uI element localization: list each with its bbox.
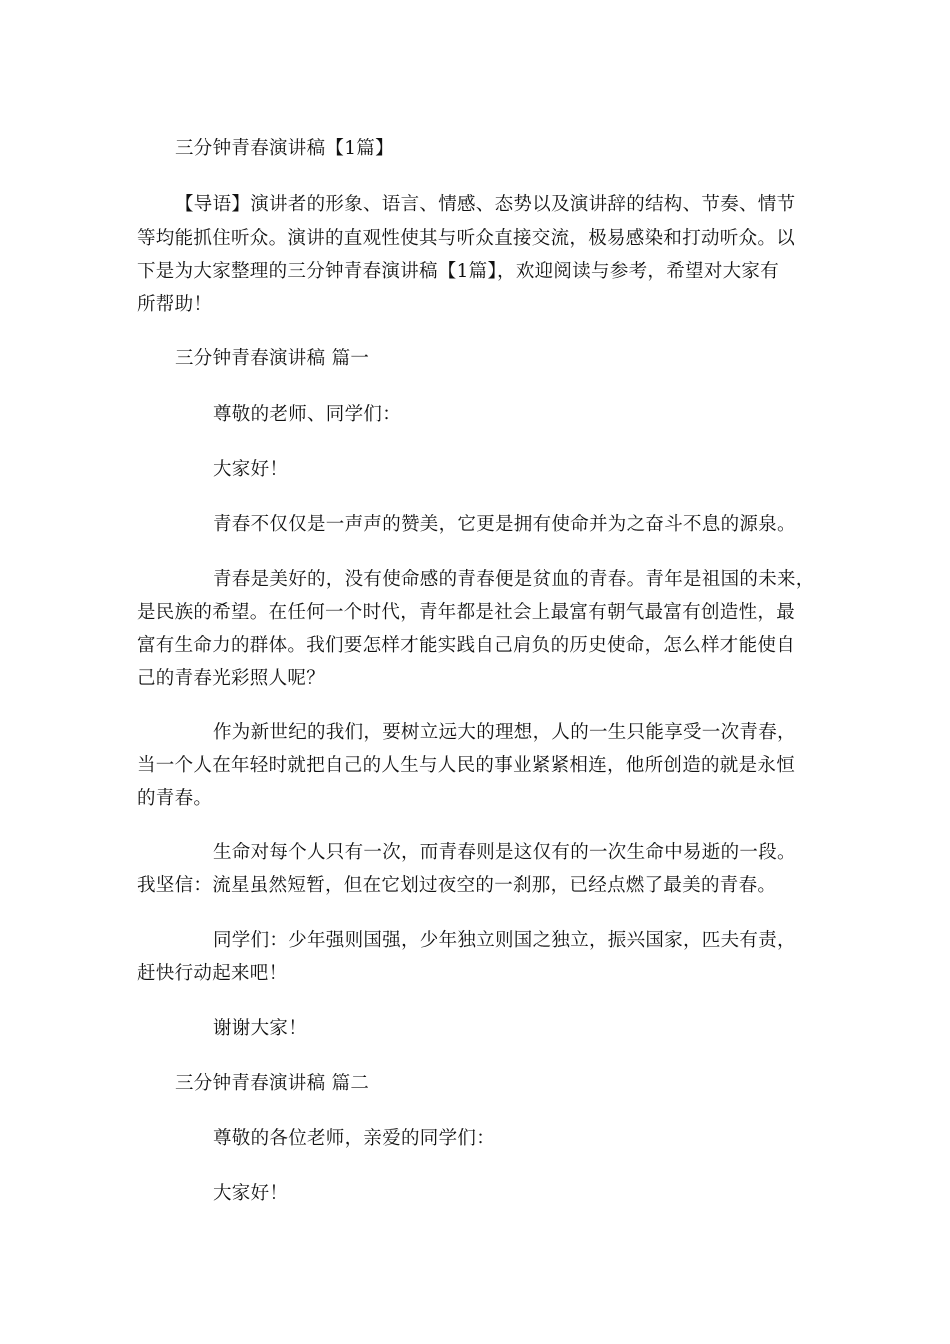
speech1-p5-line-2: 赶快行动起来吧！ bbox=[137, 963, 288, 984]
speech1-p4-line-2: 我坚信：流星虽然短暂，但在它划过夜空的一刹那，已经点燃了最美的青春。 bbox=[137, 875, 777, 896]
speech1-p3-line-2: 当一个人在年轻时就把自己的人生与人民的事业紧紧相连，他所创造的就是永恒 bbox=[137, 755, 796, 776]
speech1-p1-line-1: 青春不仅仅是一声声的赞美，它更是拥有使命并为之奋斗不息的源泉。 bbox=[213, 514, 796, 535]
speech2-greeting: 大家好！ bbox=[213, 1183, 289, 1204]
document-title: 三分钟青春演讲稿【1篇】 bbox=[175, 138, 394, 159]
speech1-p3-line-1: 作为新世纪的我们，要树立远大的理想，人的一生只能享受一次青春， bbox=[213, 722, 796, 743]
speech1-greeting: 大家好！ bbox=[213, 459, 289, 480]
speech2-salutation: 尊敬的各位老师，亲爱的同学们： bbox=[213, 1128, 496, 1149]
speech1-p4-line-1: 生命对每个人只有一次，而青春则是这仅有的一次生命中易逝的一段。 bbox=[213, 842, 796, 863]
speech1-closing: 谢谢大家！ bbox=[213, 1018, 308, 1039]
intro-line-3: 下是为大家整理的三分钟青春演讲稿【1篇】，欢迎阅读与参考，希望对大家有 bbox=[137, 261, 780, 282]
speech2-heading: 三分钟青春演讲稿 篇二 bbox=[175, 1073, 370, 1094]
speech1-p2-line-4: 己的青春光彩照人呢？ bbox=[137, 668, 326, 689]
speech1-salutation: 尊敬的老师、同学们： bbox=[213, 404, 402, 425]
intro-line-4: 所帮助！ bbox=[137, 294, 213, 315]
intro-line-2: 等均能抓住听众。演讲的直观性使其与听众直接交流，极易感染和打动听众。以 bbox=[137, 228, 796, 249]
speech1-heading: 三分钟青春演讲稿 篇一 bbox=[175, 348, 370, 369]
speech1-p3-line-3: 的青春。 bbox=[137, 788, 213, 809]
speech1-p2-line-3: 富有生命力的群体。我们要怎样才能实践自己肩负的历史使命，怎么样才能使自 bbox=[137, 635, 796, 656]
speech1-p5-line-1: 同学们：少年强则国强，少年独立则国之独立，振兴国家，匹夫有责， bbox=[213, 930, 796, 951]
speech1-p2-line-1: 青春是美好的，没有使命感的青春便是贫血的青春。青年是祖国的未来， bbox=[213, 569, 815, 590]
intro-line-1: 【导语】演讲者的形象、语言、情感、态势以及演讲辞的结构、节奏、情节 bbox=[175, 194, 796, 215]
speech1-p2-line-2: 是民族的希望。在任何一个时代，青年都是社会上最富有朝气最富有创造性，最 bbox=[137, 602, 796, 623]
